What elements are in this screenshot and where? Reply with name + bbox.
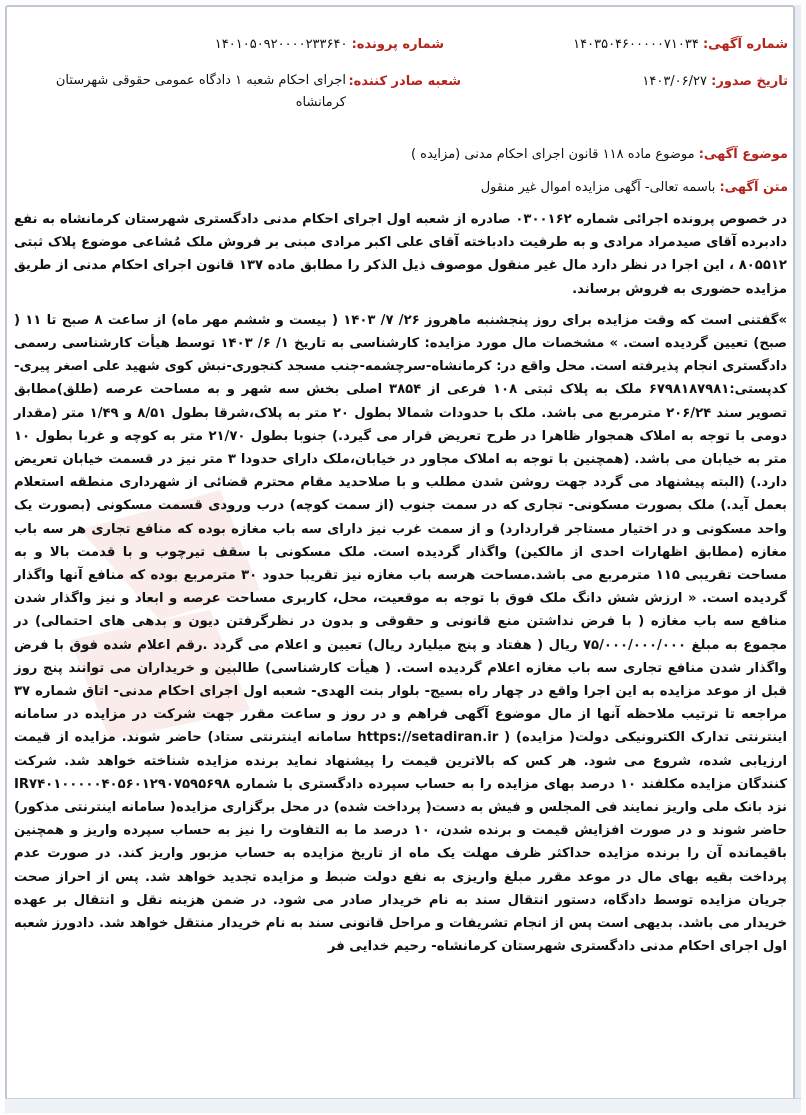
subject-text: موضوع ماده ۱۱۸ قانون اجرای احکام مدنی (مزایده ) [410,147,695,162]
case-number-label: شماره پرونده: [351,37,444,52]
issue-date-label: تاریخ صدور: [711,74,788,89]
side-scroll-rail [795,5,801,1105]
notice-body [14,208,787,967]
issue-date-row [642,74,788,89]
ad-number-row [573,37,788,52]
issuer-label: شعبه صادر کننده: [348,74,461,89]
subject-row [411,147,788,162]
subject-label: موضوع آگهی: [698,147,788,162]
body-paragraph-1: در خصوص پرونده اجرائی شماره ۰۳۰۰۱۶۲ صادره از شعبه اول اجرای احکام مدنی دادگستری شهرستان کرمانشاه به نفع دادبرده آقای صیدمراد مرادی و به طرفیت دادباخته آقای علی اکبر مرادی مبنی بر فروش ملک مُشاعی موضوع پلاک ثبتی ۸۰۵۵۱۲ ، این اجرا در نظر دارد مال غیر منقول موصوف ذیل الذکر را مطابق ماده ۱۳۷ قانون اجرای احکام مدنی از طریق مزایده حضوری به فروش برساند. [14,212,787,297]
ad-number: ۱۴۰۳۵۰۴۶۰۰۰۰۰۷۱۰۳۴ [573,37,699,52]
body-paragraph-2: »گفتنی است که وقت مزایده برای روز پنجشنبه ماهروز ۲۶/ ۷/ ۱۴۰۳ ( بیست و ششم مهر ماه) از ساعت ۸ صبح تا ۱۱ ( صبح) تعیین گردیده است. » مشخصات مال مورد مزایده: کارشناسی به تاریخ ۱/ ۶/ ۱۴۰۳ توسط هیأت کارشناسی رسمی دادگستری انجام پذیرفته است. محل واقع در: کرمانشاه-سرچشمه-جنب مسجد کنجوری-نبش کوی شهید علی اصغر پیری- کدپستی:۶۷۹۸۱۸۷۹۸۱ ملک به پلاک ثبتی ۱۰۸ فرعی از ۳۸۵۴ اصلی بخش سه شهر و به مساحت عرصه (طلق)مطابق تصویر سند ۲۰۶/۲۴ مترمربع می باشد. ملک با حدودات شمالا بطول ۲۰ متر به پلاک،شرقا بطول ۸/۵۱ و ۱/۴۹ متر (مقدار دومی با توجه به املاک همجوار ظاهرا در طرح تعریض قرار می گیرد.) جنوبا بطول ۲۱/۷۰ متر به کوچه و غربا بطول ۱۰ متر به خیابان می باشد. (همچنین با توجه به املاک مجاور در خیابان،ملک دارای حدودا ۳ متر نیز در قسمت خیابان تعریض دارد.) (البته پیشنهاد می گردد جهت روشن شدن مطلب و با صلاحدید مقام محترم قضائی از شهرداری منطقه استعلام بعمل آید.) ملک بصورت مسکونی- تجاری که در سمت جنوب (از سمت کوچه) درب ورودی قسمت مسکونی (بصورت یک واحد مسکونی و در اختیار مستاجر قراردارد) و از سمت غرب نیز دارای سه باب مغازه بوده که منافع تجاری هر سه باب مغازه (مطابق اظهارات احدی از مالکین) واگذار گردیده است. ملک مسکونی با سقف تیرچوب و با قدمت بالا و به مساحت تقریبی ۱۱۵ مترمربع می باشد.مساحت هرسه باب مغازه نیز تقریبا حدود ۳۰ مترمربع بوده که منافع آنها واگذار گردیده است. « ارزش شش دانگ ملک فوق با توجه به موقعیت، محل، کاربری مساحت عرصه و ابعاد و نیز واگذار شدن منافع سه باب مغازه ( با فرض نداشتن منع قانونی و حقوقی و بدون در نظرگرفتن دیون و بدهی های احتمالی) در مجموع به مبلغ ۷۵/۰۰۰/۰۰۰/۰۰۰ ریال ( هفتاد و پنج میلیارد ریال) تعیین و اعلام می گردد .رقم اعلام شده فوق با فرض واگذار شدن منافع تجاری سه باب مغازه اعلام گردیده است. ( هیأت کارشناسی) طالبین و خریداران می توانند پنج روز قبل از موعد مزایده به این اجرا واقع در چهار راه بسیج- بلوار بنت الهدی- شعبه اول اجرای احکام مدنی- اتاق شماره ۳۷ مراجعه تا ترتیب ملاحظه آنها از مال موضوع آگهی فراهم و در روز و ساعت مقرر جهت شرکت در مزایده در سامانه اینترنتی تدارک الکترونیکی دولت( مزایده) ( https://setadiran.ir سامانه اینترنتی ستاد) حاضر شوند. مزایده از قیمت ارزیابی شده، شروع می شود. هر کس که بالاترین قیمت را پیشنهاد نماید برنده مزایده شناخته خواهد شد. شرکت کنندگان مزایده مکلفند ۱۰ درصد بهای مزایده را به حساب سپرده دادگستری با شماره IR۷۴۰۱۰۰۰۰۰۴۰۵۶۰۱۲۹۰۷۵۹۵۶۹۸ نزد بانک ملی واریز نمایند فی المجلس و فیش به دست( پرداخت شده) در محل برگزاری مزایده( سامانه اینترنتی مذکور) حاضر شوند و در صورت افزایش قیمت و برنده شدن، ۱۰ درصد ما به التفاوت را نیز به حساب سپرده واریز و همچنین باقیمانده آن را برنده مزایده حداکثر ظرف مهلت یک ماه از تاریخ مزایده به حساب مزبور واریز کند. در صورت عدم پرداخت بقیه بهای مال در موعد مقرر مبلغ واریزی به نفع دولت ضبط و مزایده تجدید خواهد شد. پس از احراز صحت جریان مزایده توسط دادگاه، دستور انتقال سند به نام خریدار صادر می شود. در ضمن هزینه نقل و انتقال بر عهده خریدار می باشد. بدیهی است پس از انجام تشریفات و مراحل قانونی سند به نام خریدار منتقل خواهد شد. دادورز شعبه اول اجرای احکام مدنی دادگستری شهرستان کرمانشاه- رحیم خدایی فر [14,312,788,955]
issuer-label-row [348,74,461,89]
case-number-row [215,37,444,52]
issue-date: ۱۴۰۳/۰۶/۲۷ [642,74,707,89]
case-number: ۱۴۰۱۰۵۰۹۲۰۰۰۰۲۳۳۶۴۰ [214,37,348,52]
bottom-scroll-bar [5,1098,801,1113]
issuer-name: اجرای احکام شعبه ۱ دادگاه عمومی حقوقی شهرستان کرمانشاه [55,73,346,110]
ad-number-label: شماره آگهی: [702,37,788,52]
text-title-row [481,180,788,195]
text-label: متن آگهی: [719,180,788,195]
text-title: باسمه تعالی- آگهی مزایده اموال غیر منقول [480,180,716,195]
